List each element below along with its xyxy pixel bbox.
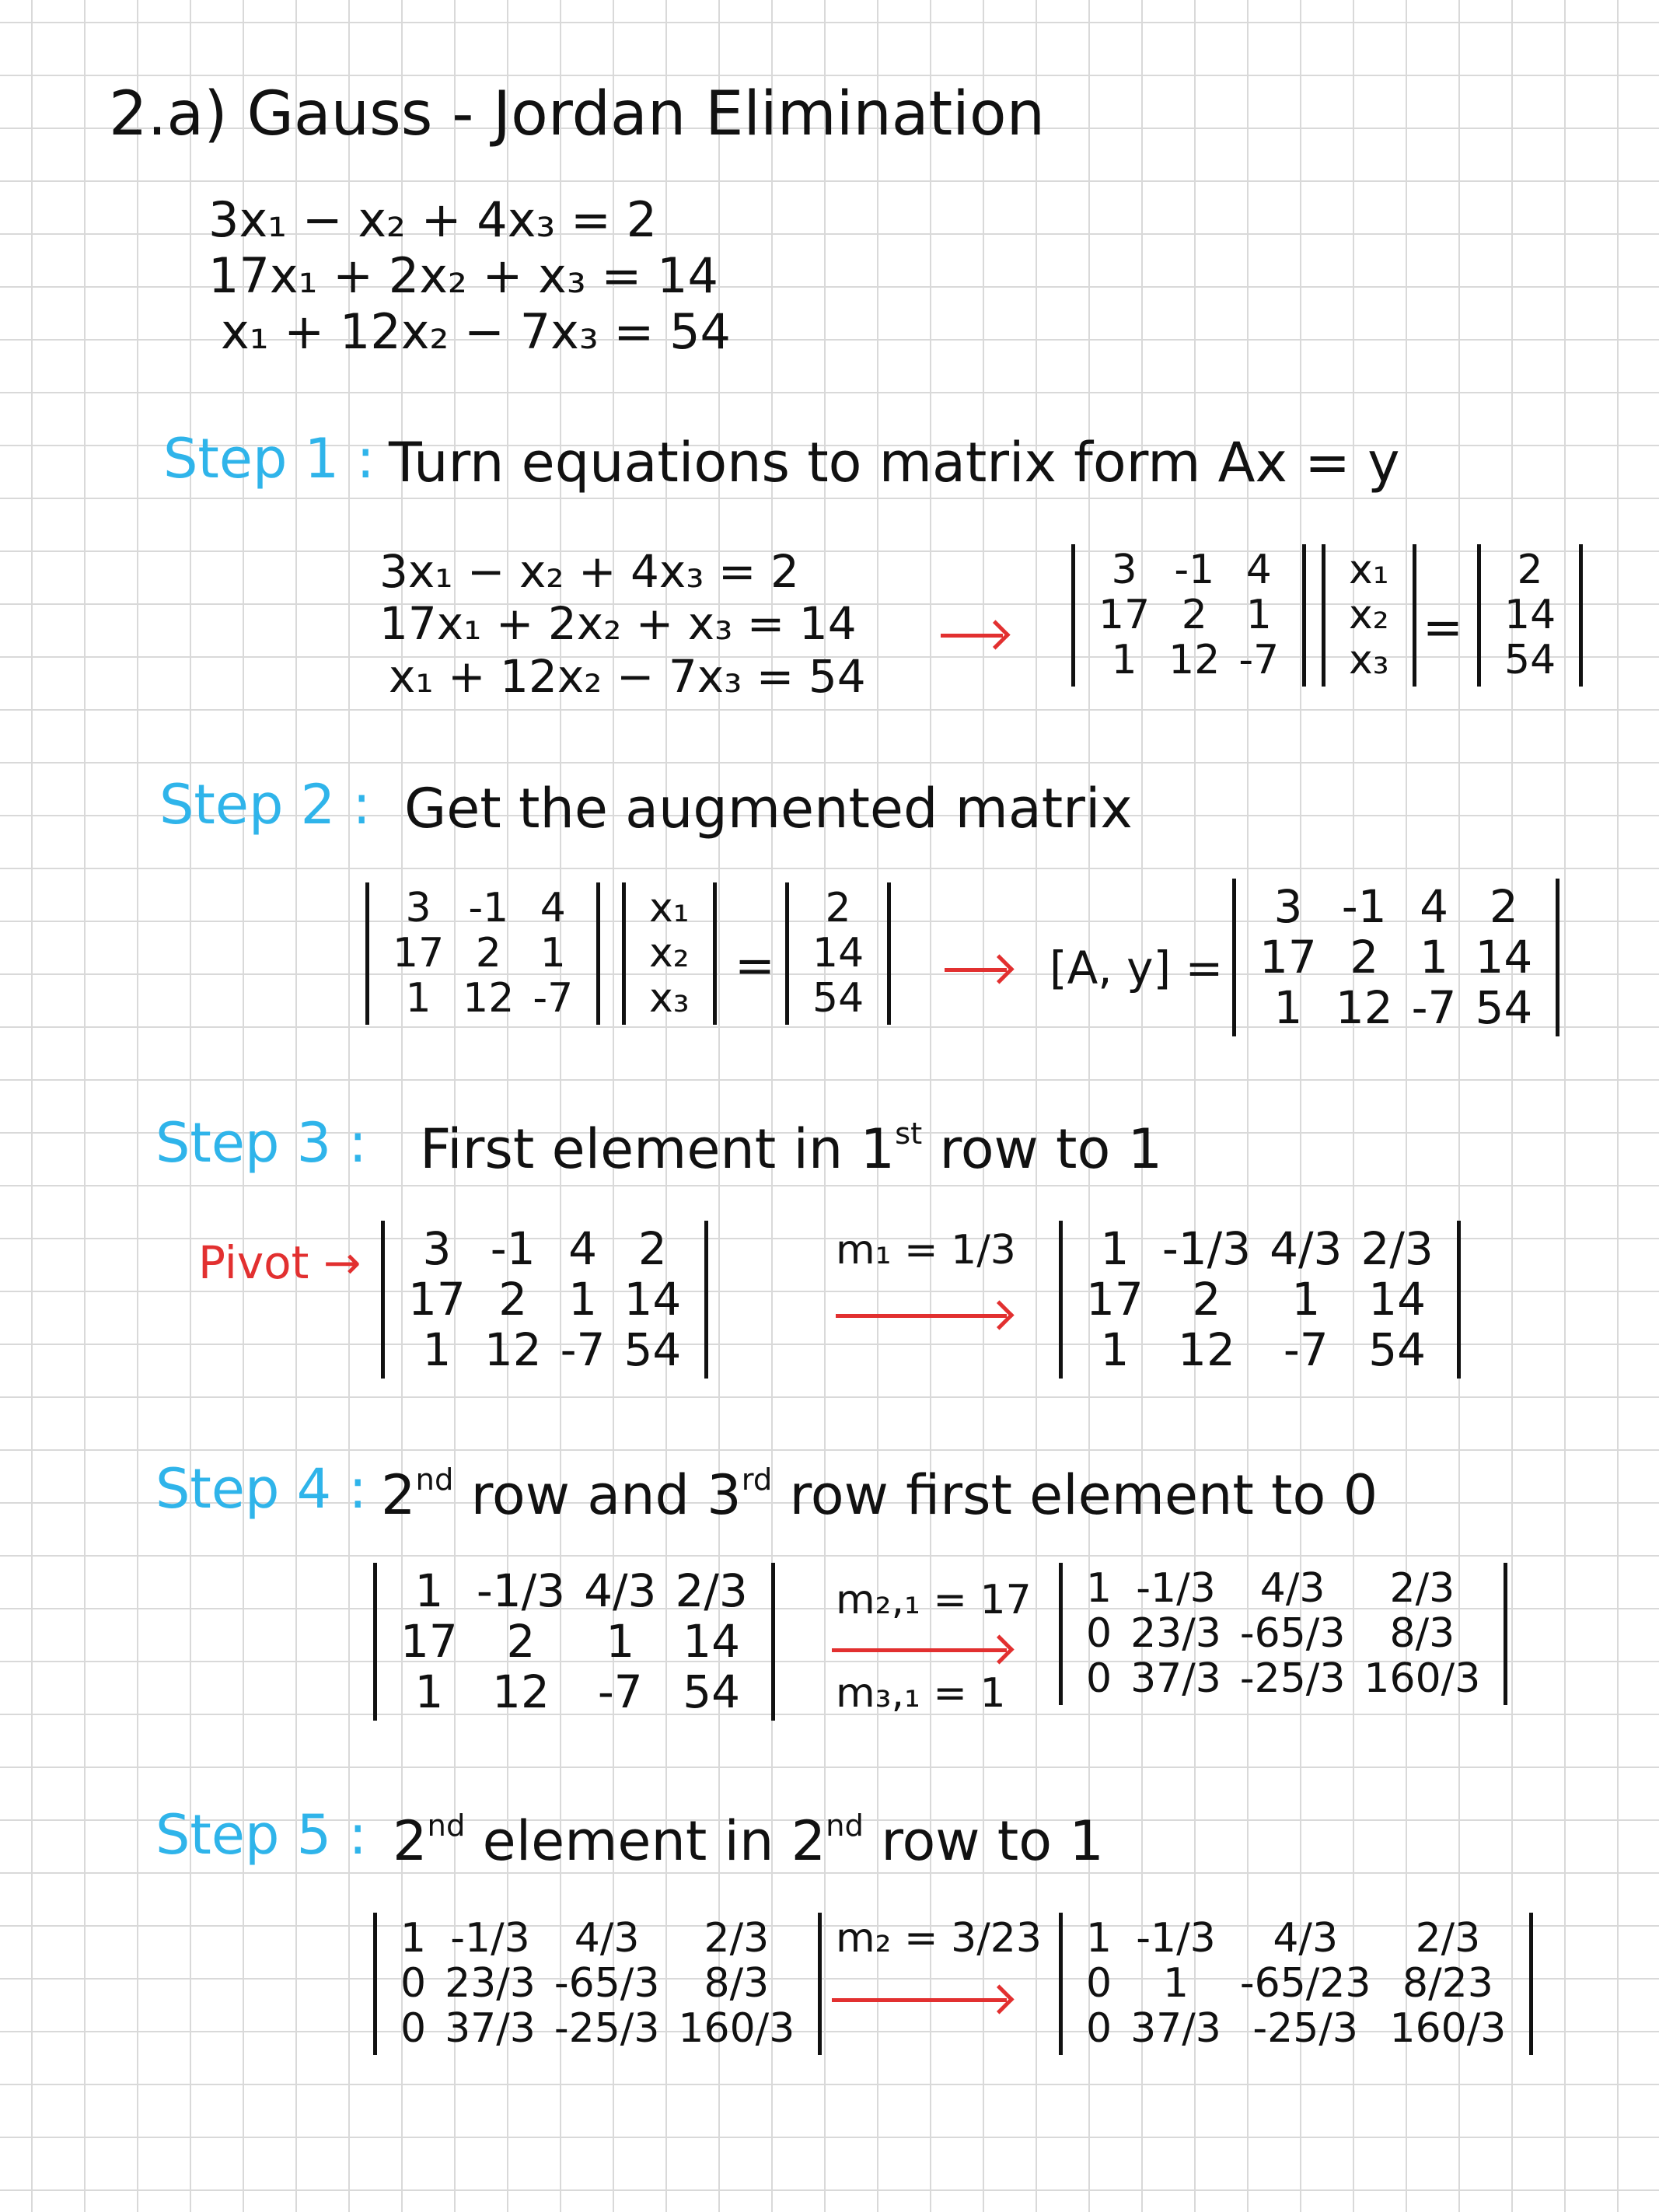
matrix-cell: x₂ bbox=[1349, 592, 1389, 639]
step2-vector-x bbox=[622, 882, 717, 1025]
vector-y-table bbox=[803, 886, 873, 1022]
step2-equals: = bbox=[735, 937, 775, 994]
matrix-cell: -1/3 bbox=[1161, 1222, 1252, 1275]
matrix-cell: -7 bbox=[533, 975, 574, 1022]
matrix-cell: -7 bbox=[560, 1323, 606, 1376]
matrix-cell: 17 bbox=[400, 1614, 458, 1668]
matrix-cell: -1/3 bbox=[1136, 1565, 1216, 1612]
step1-arrow bbox=[941, 634, 1003, 638]
matrix-row bbox=[399, 1224, 690, 1274]
matrix-row bbox=[391, 1667, 757, 1718]
matrix-table bbox=[1077, 1916, 1515, 2052]
step1-vector-y bbox=[1477, 544, 1583, 687]
matrix-row bbox=[1495, 638, 1565, 683]
matrix-cell: 4/3 bbox=[1259, 1565, 1325, 1612]
matrix-cell: 54 bbox=[683, 1665, 741, 1718]
matrix-cell: 4/3 bbox=[1273, 1915, 1339, 1962]
matrix-cell: 3 bbox=[1111, 547, 1137, 593]
matrix-cell: 160/3 bbox=[678, 2005, 795, 2053]
matrix-cell: x₂ bbox=[649, 930, 690, 977]
matrix-row bbox=[1077, 1566, 1490, 1611]
step5-text: 2nd element in 2nd row to 1 bbox=[393, 1808, 1104, 1873]
matrix-cell: 12 bbox=[1178, 1323, 1235, 1376]
vector-x-table bbox=[1339, 547, 1399, 683]
matrix-cell: -1/3 bbox=[450, 1915, 530, 1962]
matrix-row bbox=[383, 931, 582, 976]
matrix-cell: 2/3 bbox=[704, 1915, 770, 1962]
step1-equation-1: 3x₁ − x₂ + 4x₃ = 2 bbox=[379, 545, 799, 598]
matrix-row bbox=[1089, 638, 1288, 683]
matrix-cell: 23/3 bbox=[445, 1960, 536, 2008]
matrix-cell: x₁ bbox=[1349, 547, 1389, 593]
matrix-cell: 2 bbox=[1192, 1272, 1221, 1326]
step5-arrow bbox=[832, 1998, 1007, 2002]
matrix-cell: -7 bbox=[1283, 1323, 1329, 1376]
matrix-cell: 0 bbox=[1086, 1610, 1112, 1658]
matrix-row bbox=[1339, 547, 1399, 592]
matrix-cell: 1 bbox=[568, 1272, 597, 1326]
matrix-cell: 8/23 bbox=[1402, 1960, 1493, 2008]
matrix-a-table bbox=[1089, 547, 1288, 683]
pivot-label: Pivot → bbox=[198, 1236, 361, 1289]
matrix-row bbox=[1089, 592, 1288, 638]
augmented-matrix bbox=[1232, 879, 1559, 1036]
matrix-row bbox=[1077, 1656, 1490, 1701]
matrix-cell: -25/3 bbox=[1239, 1655, 1346, 1703]
matrix-cell: -1 bbox=[1341, 880, 1387, 933]
step4-multiplier-2: m₃,₁ = 1 bbox=[836, 1670, 1006, 1717]
matrix-cell: 1 bbox=[400, 1915, 427, 1962]
step4-arrow bbox=[832, 1648, 1007, 1652]
matrix-row bbox=[1250, 983, 1542, 1033]
matrix-cell: 54 bbox=[1475, 980, 1533, 1034]
matrix-cell: 54 bbox=[812, 975, 864, 1022]
matrix-cell: 160/3 bbox=[1364, 1655, 1481, 1703]
step4-text: 2nd row and 3rd row first element to 0 bbox=[381, 1462, 1378, 1527]
matrix-cell: 37/3 bbox=[445, 2005, 536, 2053]
matrix-cell: -7 bbox=[597, 1665, 643, 1718]
matrix-row bbox=[383, 976, 582, 1021]
matrix-cell: 2 bbox=[1489, 880, 1518, 933]
matrix-cell: 1 bbox=[1420, 930, 1448, 984]
matrix-cell: 0 bbox=[1086, 1960, 1112, 2008]
system-equation-3: x₁ + 12x₂ − 7x₃ = 54 bbox=[221, 303, 731, 360]
matrix-cell: 0 bbox=[1086, 2005, 1112, 2053]
matrix-cell: 3 bbox=[422, 1222, 452, 1275]
step5-multiplier: m₂ = 3/23 bbox=[836, 1915, 1042, 1962]
step2-text: Get the augmented matrix bbox=[404, 777, 1133, 840]
matrix-cell: 0 bbox=[1086, 1655, 1112, 1703]
matrix-table bbox=[1077, 1566, 1490, 1702]
matrix-cell: 14 bbox=[1504, 592, 1556, 639]
matrix-cell: 12 bbox=[492, 1665, 550, 1718]
matrix-cell: 14 bbox=[812, 930, 864, 977]
step2-arrow bbox=[945, 968, 1007, 972]
matrix-row bbox=[803, 976, 873, 1021]
matrix-cell: 54 bbox=[1504, 637, 1556, 684]
step2-matrix-a bbox=[365, 882, 600, 1025]
matrix-cell: 2 bbox=[506, 1614, 536, 1668]
matrix-cell: -1/3 bbox=[476, 1564, 566, 1617]
vector-y-table bbox=[1495, 547, 1565, 683]
matrix-cell: 12 bbox=[1335, 980, 1393, 1034]
matrix-cell: 23/3 bbox=[1130, 1610, 1221, 1658]
matrix-row bbox=[399, 1325, 690, 1375]
matrix-table bbox=[1077, 1224, 1443, 1375]
matrix-cell: 17 bbox=[408, 1272, 466, 1326]
matrix-cell: 160/3 bbox=[1389, 2005, 1507, 2053]
matrix-cell: 0 bbox=[400, 1960, 427, 2008]
matrix-cell: 1 bbox=[1111, 637, 1137, 684]
step3-multiplier: m₁ = 1/3 bbox=[836, 1227, 1016, 1274]
matrix-row bbox=[1077, 1916, 1515, 1961]
matrix-cell: 1 bbox=[1273, 980, 1303, 1034]
step4-label: Step 4 : bbox=[155, 1457, 368, 1521]
matrix-row bbox=[383, 886, 582, 931]
matrix-row bbox=[1495, 592, 1565, 638]
matrix-cell: 4 bbox=[568, 1222, 597, 1275]
matrix-table bbox=[391, 1916, 804, 2052]
matrix-cell: -25/3 bbox=[1252, 2005, 1358, 2053]
matrix-cell: 37/3 bbox=[1130, 2005, 1221, 2053]
matrix-row bbox=[1089, 547, 1288, 592]
step5-matrix-before bbox=[373, 1913, 822, 2055]
matrix-table bbox=[391, 1566, 757, 1718]
matrix-cell: 1 bbox=[1100, 1222, 1130, 1275]
matrix-cell: 12 bbox=[484, 1323, 542, 1376]
matrix-cell: -1/3 bbox=[1136, 1915, 1216, 1962]
matrix-cell: 4 bbox=[1420, 880, 1448, 933]
page-title: 2.a) Gauss - Jordan Elimination bbox=[109, 79, 1046, 149]
matrix-cell: 1 bbox=[540, 930, 566, 977]
matrix-cell: -7 bbox=[1411, 980, 1457, 1034]
matrix-cell: 1 bbox=[405, 975, 431, 1022]
matrix-cell: 54 bbox=[623, 1323, 682, 1376]
matrix-cell: 2/3 bbox=[675, 1564, 748, 1617]
step1-equals: = bbox=[1423, 599, 1463, 655]
matrix-cell: 4 bbox=[540, 885, 566, 931]
matrix-row bbox=[1077, 1274, 1443, 1325]
vector-x-table bbox=[640, 886, 699, 1022]
matrix-cell: 14 bbox=[1368, 1272, 1427, 1326]
step3-arrow bbox=[836, 1314, 1007, 1318]
step3-label: Step 3 : bbox=[155, 1111, 368, 1175]
matrix-cell: 1 bbox=[1086, 1915, 1112, 1962]
step1-label: Step 1 : bbox=[163, 427, 375, 491]
step2-vector-y bbox=[785, 882, 891, 1025]
matrix-row bbox=[1250, 932, 1542, 983]
matrix-cell: -1 bbox=[490, 1222, 536, 1275]
matrix-cell: 3 bbox=[405, 885, 431, 931]
step1-equation-3: x₁ + 12x₂ − 7x₃ = 54 bbox=[389, 650, 866, 703]
matrix-cell: 17 bbox=[1086, 1272, 1144, 1326]
matrix-cell: 1 bbox=[1086, 1565, 1112, 1612]
matrix-cell: 14 bbox=[623, 1272, 682, 1326]
matrix-cell: 2/3 bbox=[1389, 1565, 1455, 1612]
matrix-row bbox=[1339, 638, 1399, 683]
matrix-cell: 1 bbox=[422, 1323, 452, 1376]
matrix-cell: x₃ bbox=[649, 975, 690, 1022]
matrix-row bbox=[399, 1274, 690, 1325]
augmented-label: [A, y] = bbox=[1050, 942, 1224, 994]
matrix-cell: 4/3 bbox=[584, 1564, 657, 1617]
matrix-row bbox=[1077, 1224, 1443, 1274]
matrix-cell: 17 bbox=[393, 930, 445, 977]
matrix-cell: -1 bbox=[468, 885, 509, 931]
matrix-row bbox=[640, 931, 699, 976]
matrix-row bbox=[1250, 882, 1542, 932]
matrix-cell: 4 bbox=[1245, 547, 1272, 593]
matrix-cell: 2/3 bbox=[1360, 1222, 1434, 1275]
matrix-cell: 2 bbox=[637, 1222, 667, 1275]
matrix-row bbox=[391, 2006, 804, 2051]
matrix-row bbox=[391, 1961, 804, 2006]
step1-text: Turn equations to matrix form Ax = y bbox=[389, 431, 1400, 494]
matrix-cell: 4/3 bbox=[574, 1915, 640, 1962]
matrix-cell: 2 bbox=[1350, 930, 1379, 984]
matrix-cell: 1 bbox=[1100, 1323, 1130, 1376]
matrix-cell: 4/3 bbox=[1270, 1222, 1343, 1275]
system-equation-1: 3x₁ − x₂ + 4x₃ = 2 bbox=[208, 191, 658, 248]
step4-multiplier-1: m₂,₁ = 17 bbox=[836, 1577, 1032, 1623]
step1-equation-2: 17x₁ + 2x₂ + x₃ = 14 bbox=[379, 597, 857, 650]
matrix-row bbox=[640, 886, 699, 931]
matrix-cell: 12 bbox=[463, 975, 515, 1022]
matrix-cell: -25/3 bbox=[554, 2005, 660, 2053]
matrix-cell: 2 bbox=[475, 930, 501, 977]
matrix-row bbox=[1077, 1611, 1490, 1656]
matrix-a-table bbox=[383, 886, 582, 1022]
matrix-cell: 0 bbox=[400, 2005, 427, 2053]
matrix-cell: 17 bbox=[1259, 930, 1317, 984]
matrix-table bbox=[399, 1224, 690, 1375]
matrix-row bbox=[1077, 1961, 1515, 2006]
matrix-cell: 2/3 bbox=[1415, 1915, 1481, 1962]
step3-matrix-after bbox=[1059, 1221, 1461, 1379]
matrix-cell: -65/23 bbox=[1239, 1960, 1371, 2008]
matrix-cell: 14 bbox=[1475, 930, 1533, 984]
step1-matrix-a bbox=[1071, 544, 1306, 687]
matrix-row bbox=[391, 1566, 757, 1616]
matrix-cell: 8/3 bbox=[1389, 1610, 1455, 1658]
augmented-matrix-table bbox=[1250, 882, 1542, 1033]
step1-vector-x bbox=[1322, 544, 1416, 687]
matrix-cell: -65/3 bbox=[554, 1960, 660, 2008]
matrix-row bbox=[1495, 547, 1565, 592]
matrix-cell: 2 bbox=[1181, 592, 1207, 639]
matrix-cell: 37/3 bbox=[1130, 1655, 1221, 1703]
matrix-cell: 14 bbox=[683, 1614, 741, 1668]
matrix-cell: 12 bbox=[1168, 637, 1221, 684]
matrix-row bbox=[1077, 1325, 1443, 1375]
matrix-row bbox=[1077, 2006, 1515, 2051]
matrix-cell: 54 bbox=[1368, 1323, 1427, 1376]
matrix-cell: -1 bbox=[1174, 547, 1215, 593]
matrix-cell: 8/3 bbox=[704, 1960, 770, 2008]
matrix-cell: -7 bbox=[1238, 637, 1280, 684]
matrix-cell: 3 bbox=[1273, 880, 1303, 933]
matrix-row bbox=[1339, 592, 1399, 638]
matrix-cell: 2 bbox=[498, 1272, 528, 1326]
matrix-cell: x₁ bbox=[649, 885, 690, 931]
matrix-cell: 1 bbox=[414, 1564, 444, 1617]
matrix-cell: 17 bbox=[1098, 592, 1151, 639]
step4-matrix-before bbox=[373, 1563, 775, 1721]
matrix-cell: 2 bbox=[1517, 547, 1543, 593]
matrix-cell: 2 bbox=[825, 885, 851, 931]
matrix-row bbox=[391, 1616, 757, 1667]
step2-label: Step 2 : bbox=[159, 773, 372, 837]
step4-matrix-after bbox=[1059, 1563, 1507, 1705]
matrix-row bbox=[640, 976, 699, 1021]
matrix-cell: 1 bbox=[1291, 1272, 1321, 1326]
matrix-cell: 1 bbox=[606, 1614, 635, 1668]
matrix-row bbox=[803, 931, 873, 976]
system-equation-2: 17x₁ + 2x₂ + x₃ = 14 bbox=[208, 247, 718, 304]
matrix-cell: -65/3 bbox=[1239, 1610, 1346, 1658]
matrix-row bbox=[391, 1916, 804, 1961]
matrix-cell: 1 bbox=[414, 1665, 444, 1718]
step3-matrix-before bbox=[381, 1221, 708, 1379]
step5-matrix-after bbox=[1059, 1913, 1533, 2055]
matrix-cell: 1 bbox=[1245, 592, 1272, 639]
matrix-cell: x₃ bbox=[1349, 637, 1389, 684]
matrix-row bbox=[803, 886, 873, 931]
step5-label: Step 5 : bbox=[155, 1803, 368, 1867]
matrix-cell: 1 bbox=[1162, 1960, 1189, 2008]
step3-text: First element in 1st row to 1 bbox=[420, 1116, 1163, 1181]
